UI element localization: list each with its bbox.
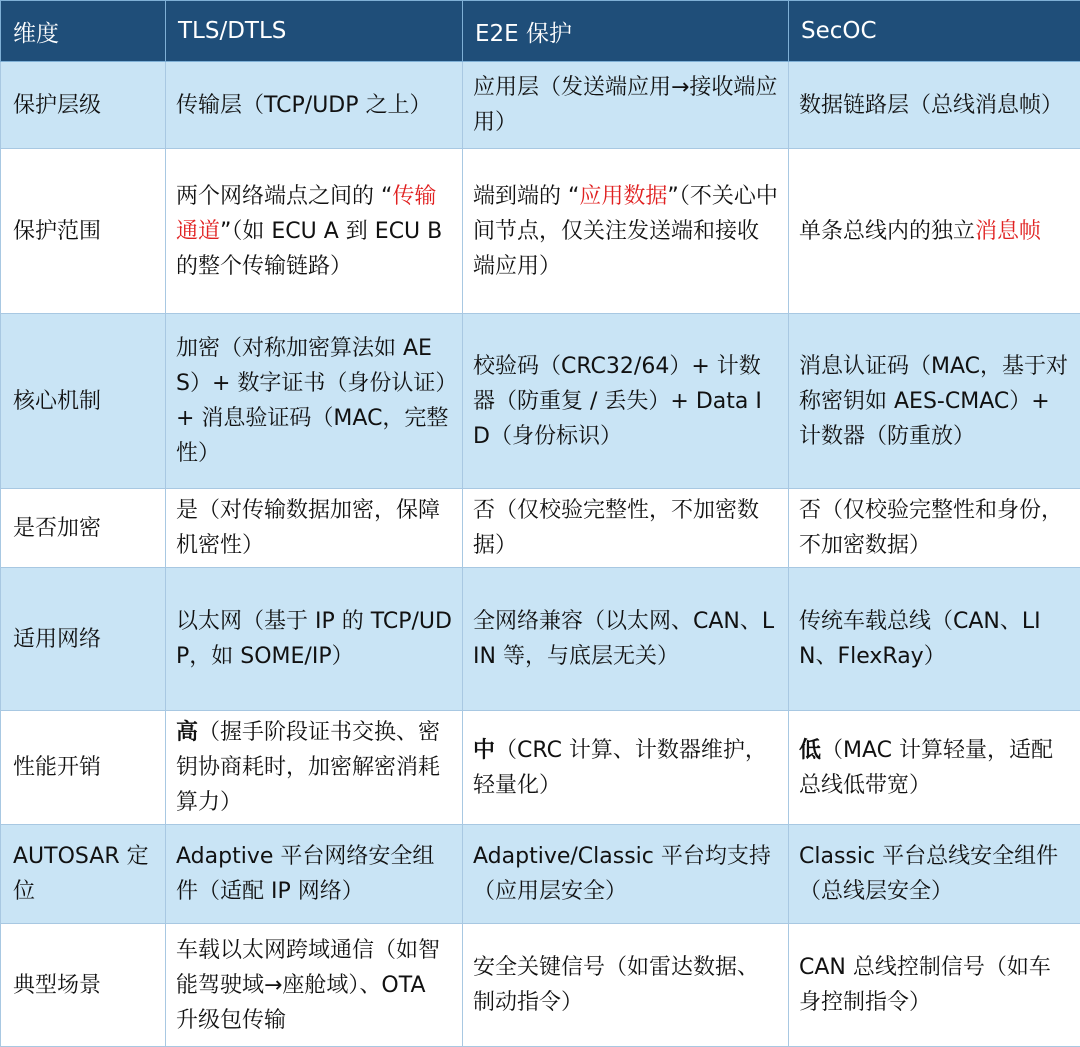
dimension-cell: AUTOSAR 定位	[1, 825, 166, 924]
table-row	[1, 62, 1080, 149]
cell-text: （握手阶段证书交换、密钥协商耗时，加密解密消耗算力）	[176, 720, 440, 815]
header-cell: 维度	[1, 1, 166, 62]
secoc-cell: 否（仅校验完整性和身份，不加密数据）	[789, 489, 1080, 568]
secoc-cell: 传统车载总线（CAN、LIN、FlexRay）	[789, 568, 1080, 711]
cell-text: （MAC 计算轻量，适配总线低带宽）	[799, 738, 1053, 798]
tls-cell	[166, 711, 463, 825]
secoc-cell: CAN 总线控制信号（如车身控制指令）	[789, 924, 1080, 1047]
e2e-cell: 安全关键信号（如雷达数据、制动指令）	[463, 924, 789, 1047]
e2e-cell: 校验码（CRC32/64）+ 计数器（防重复 / 丢失）+ Data ID（身份标识）	[463, 314, 789, 489]
cell-text: ”（不关心中间节点，仅关注发送端和接收端应用）	[473, 184, 778, 279]
e2e-cell: 应用层（发送端应用→接收端应用）	[463, 62, 789, 149]
header-cell: SecOC	[789, 1, 1080, 62]
table-row	[1, 489, 1080, 568]
cell-text: 单条总线内的独立	[799, 219, 975, 244]
dimension-cell: 典型场景	[1, 924, 166, 1047]
dimension-cell: 核心机制	[1, 314, 166, 489]
table-row	[1, 924, 1080, 1047]
tls-cell	[166, 149, 463, 314]
table-row	[1, 711, 1080, 825]
header-cell: E2E 保护	[463, 1, 789, 62]
table-row	[1, 314, 1080, 489]
table-row	[1, 568, 1080, 711]
dimension-cell: 适用网络	[1, 568, 166, 711]
dimension-cell: 保护层级	[1, 62, 166, 149]
tls-cell: 以太网（基于 IP 的 TCP/UDP，如 SOME/IP）	[166, 568, 463, 711]
dimension-cell: 是否加密	[1, 489, 166, 568]
tls-cell: 传输层（TCP/UDP 之上）	[166, 62, 463, 149]
tls-cell: 是（对传输数据加密，保障机密性）	[166, 489, 463, 568]
dimension-cell: 保护范围	[1, 149, 166, 314]
secoc-cell: 消息认证码（MAC，基于对称密钥如 AES-CMAC）+ 计数器（防重放）	[789, 314, 1080, 489]
highlight-text: 传输通道	[176, 184, 436, 244]
table-row	[1, 149, 1080, 314]
e2e-cell: Adaptive/Classic 平台均支持（应用层安全）	[463, 825, 789, 924]
e2e-cell: 否（仅校验完整性，不加密数据）	[463, 489, 789, 568]
level-text: 低	[799, 738, 821, 763]
cell-text: 两个网络端点之间的 “	[176, 184, 392, 209]
dimension-cell: 性能开销	[1, 711, 166, 825]
secoc-cell: 数据链路层（总线消息帧）	[789, 62, 1080, 149]
cell-text: 端到端的 “	[473, 184, 579, 209]
header-row	[1, 1, 1080, 62]
tls-cell: Adaptive 平台网络安全组件（适配 IP 网络）	[166, 825, 463, 924]
e2e-cell	[463, 711, 789, 825]
tls-cell: 车载以太网跨域通信（如智能驾驶域→座舱域）、OTA 升级包传输	[166, 924, 463, 1047]
tls-cell: 加密（对称加密算法如 AES）+ 数字证书（身份认证）+ 消息验证码（MAC，完整性）	[166, 314, 463, 489]
cell-text: （CRC 计算、计数器维护，轻量化）	[473, 738, 767, 798]
header-cell: TLS/DTLS	[166, 1, 463, 62]
cell-text: ”（如 ECU A 到 ECU B 的整个传输链路）	[176, 219, 442, 279]
highlight-text: 应用数据	[579, 184, 667, 209]
highlight-text: 消息帧	[975, 219, 1041, 244]
secoc-cell	[789, 711, 1080, 825]
secoc-cell: Classic 平台总线安全组件（总线层安全）	[789, 825, 1080, 924]
e2e-cell: 全网络兼容（以太网、CAN、LIN 等，与底层无关）	[463, 568, 789, 711]
e2e-cell	[463, 149, 789, 314]
secoc-cell	[789, 149, 1080, 314]
level-text: 中	[473, 738, 495, 763]
table-row	[1, 825, 1080, 924]
level-text: 高	[176, 720, 198, 745]
